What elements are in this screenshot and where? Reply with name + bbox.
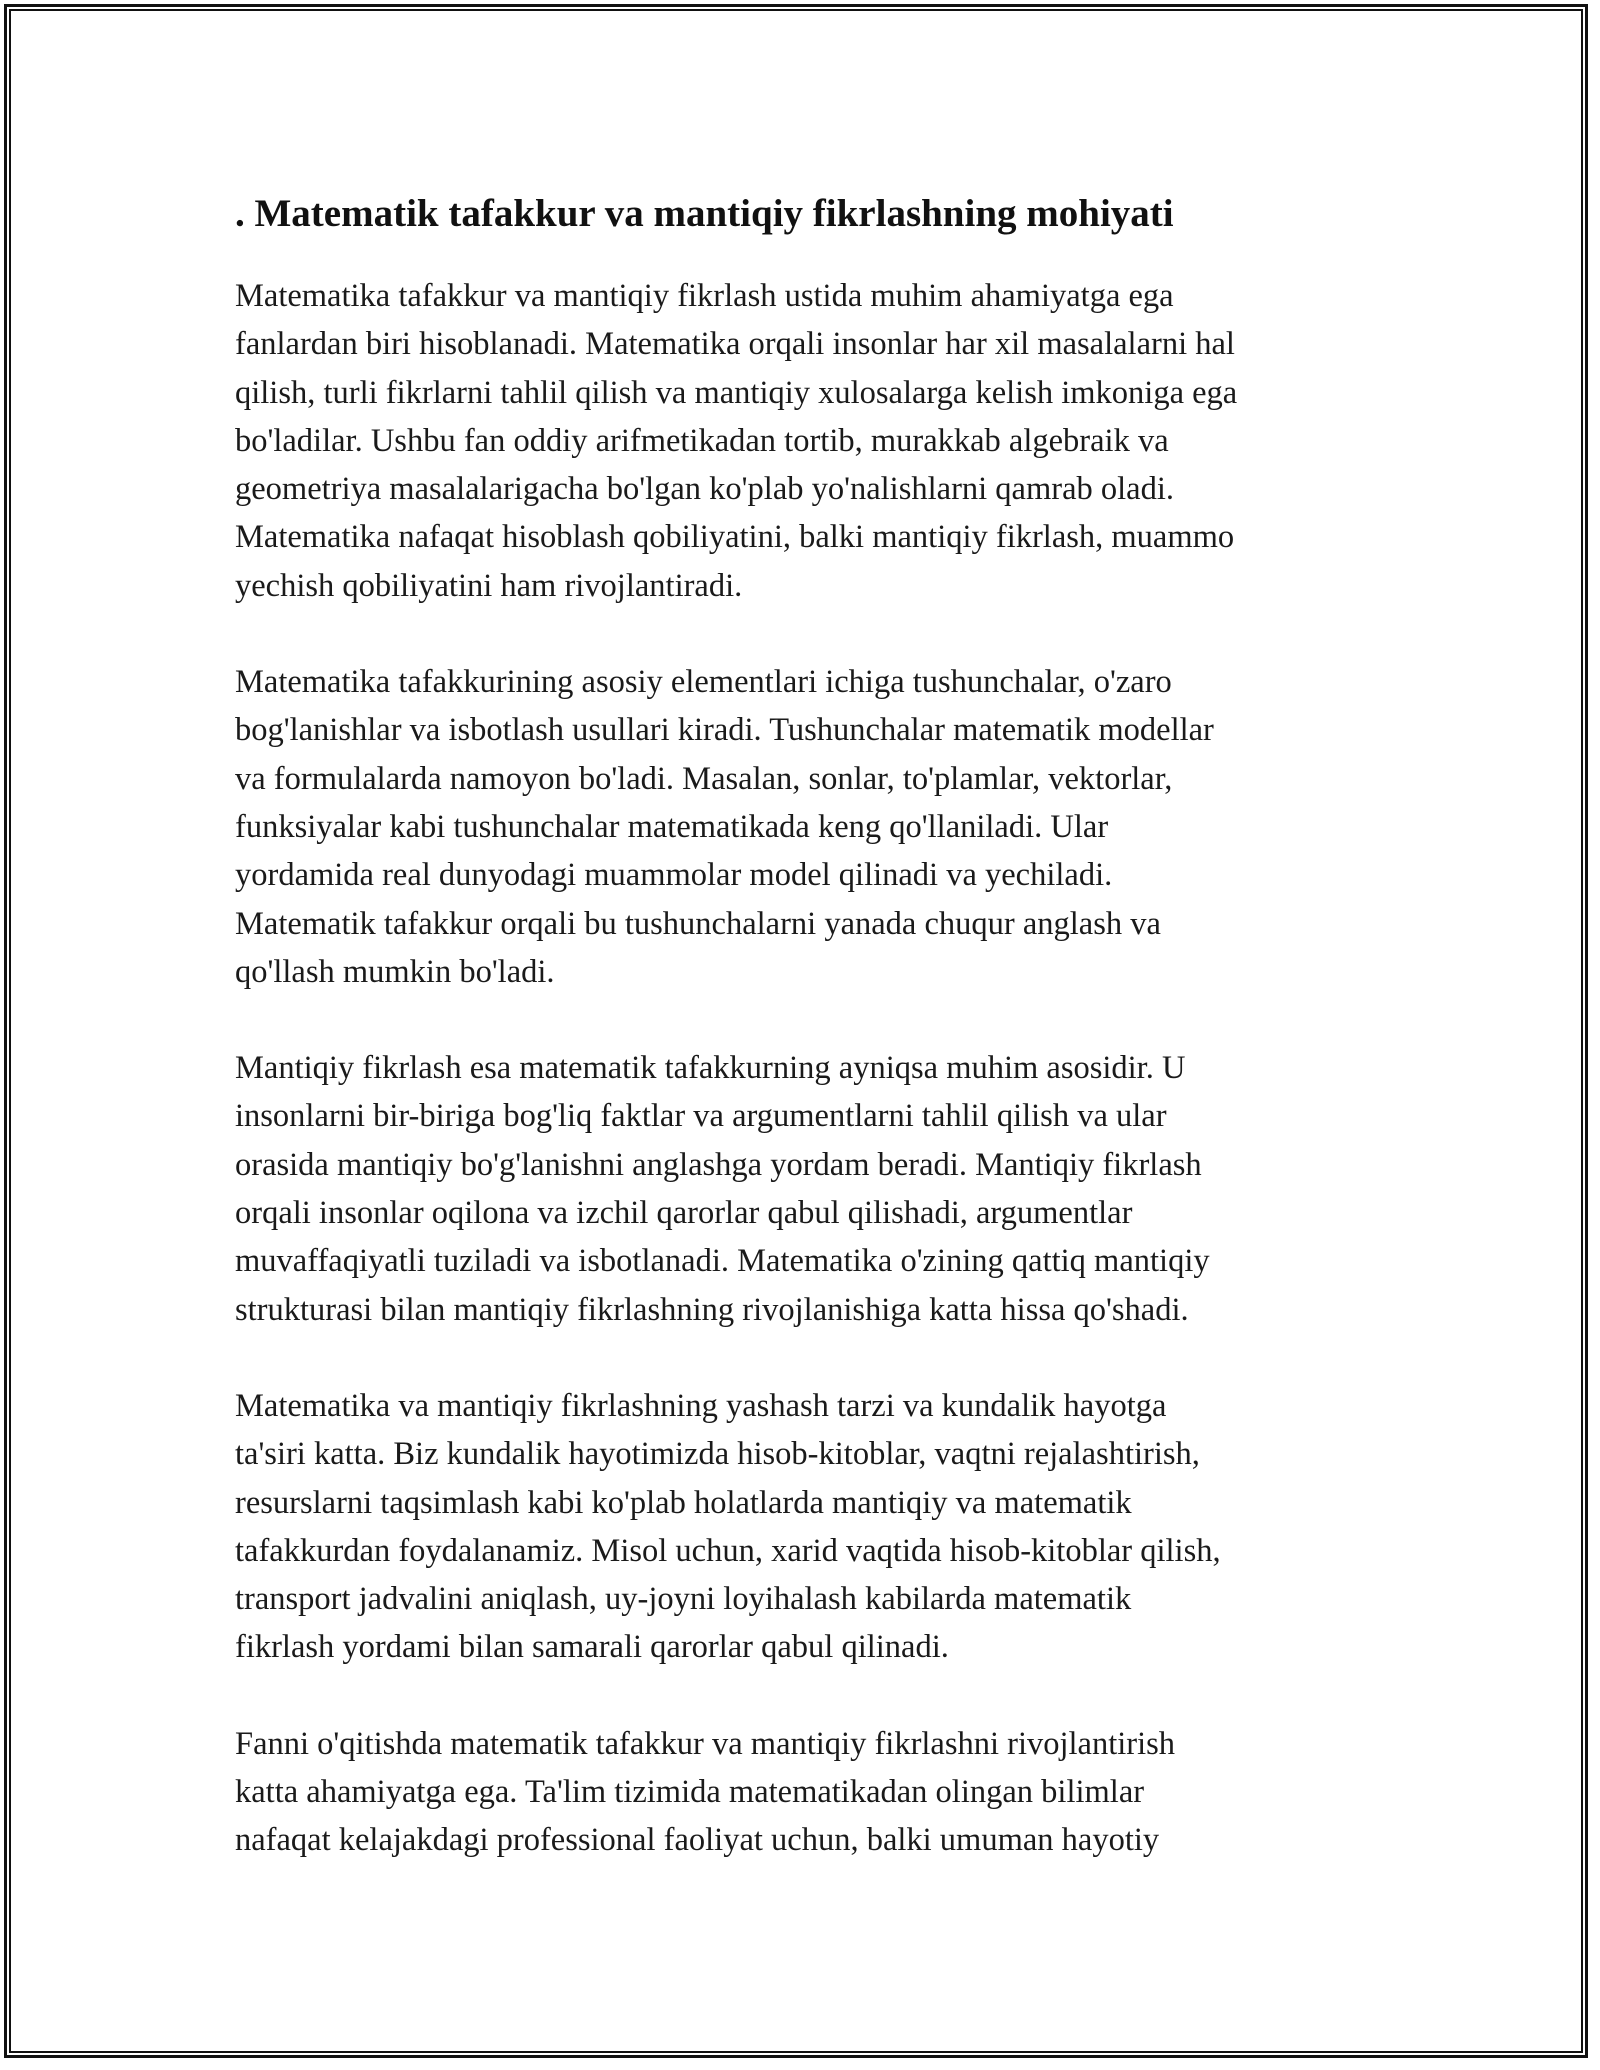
text-line: fanlardan biri hisoblanadi. Matematika orqali insonlar har xil masalalarni hal [235, 326, 1235, 363]
text-line: transport jadvalini aniqlash, uy-joyni loyihalash kabilarda matematik [235, 1581, 1132, 1618]
text-line: ta'siri katta. Biz kundalik hayotimizda hisob-kitoblar, vaqtni rejalashtirish, [235, 1436, 1200, 1473]
paragraph-3 [235, 1044, 1385, 1334]
text-line: Mantiqiy fikrlash esa matematik tafakkurning ayniqsa muhim asosidir. U [235, 1050, 1186, 1087]
paragraph-1 [235, 272, 1385, 610]
text-line: nafaqat kelajakdagi professional faoliyat uchun, balki umuman hayotiy [235, 1822, 1160, 1859]
text-line: bog'lanishlar va isbotlash usullari kiradi. Tushunchalar matematik modellar [235, 712, 1214, 749]
text-line: qo'llash mumkin bo'ladi. [235, 953, 555, 990]
text-line: Matematika nafaqat hisoblash qobiliyatini, balki mantiqiy fikrlash, muammo [235, 519, 1235, 556]
text-line: muvaffaqiyatli tuziladi va isbotlanadi. Matematika o'zining qattiq mantiqiy [235, 1243, 1210, 1280]
text-line: tafakkurdan foydalanamiz. Misol uchun, xarid vaqtida hisob-kitoblar qilish, [235, 1532, 1221, 1569]
text-line: orasida mantiqiy bo'g'lanishni anglashga yordam beradi. Mantiqiy fikrlash [235, 1146, 1202, 1183]
paragraph-4 [235, 1382, 1385, 1672]
text-line: Fanni o'qitishda matematik tafakkur va mantiqiy fikrlashni rivojlantirish [235, 1725, 1176, 1762]
text-line: Matematik tafakkur orqali bu tushunchalarni yanada chuqur anglash va [235, 905, 1161, 942]
text-line: strukturasi bilan mantiqiy fikrlashning rivojlanishiga katta hissa qo'shadi. [235, 1291, 1189, 1328]
text-line: va formulalarda namoyon bo'ladi. Masalan, sonlar, to'plamlar, vektorlar, [235, 760, 1173, 797]
text-line: Matematika tafakkur va mantiqiy fikrlash ustida muhim ahamiyatga ega [235, 278, 1174, 314]
paragraph-2 [235, 658, 1385, 996]
text-line: fikrlash yordami bilan samarali qarorlar qabul qilinadi. [235, 1629, 949, 1666]
document-body [235, 182, 1385, 1865]
text-line: Matematika va mantiqiy fikrlashning yashash tarzi va kundalik hayotga [235, 1387, 1167, 1424]
text-line: geometriya masalalarigacha bo'lgan ko'plab yo'nalishlarni qamrab oladi. [235, 471, 1174, 508]
text-line: yordamida real dunyodagi muammolar model qilinadi va yechiladi. [235, 857, 1113, 894]
text-line: bo'ladilar. Ushbu fan oddiy arifmetikadan tortib, murakkab algebraik va [235, 422, 1169, 459]
paragraph-5 [235, 1720, 1385, 1865]
text-line: katta ahamiyatga ega. Ta'lim tizimida matematikadan olingan bilimlar [235, 1774, 1145, 1811]
text-line: orqali insonlar oqilona va izchil qarorlar qabul qilishadi, argumentlar [235, 1195, 1133, 1232]
text-line: yechish qobiliyatini ham rivojlantiradi. [235, 567, 743, 604]
text-line: Matematika tafakkurining asosiy elementlari ichiga tushunchalar, o'zaro [235, 664, 1172, 701]
text-line: insonlarni bir-biriga bog'liq faktlar va argumentlarni tahlil qilish va ular [235, 1098, 1167, 1135]
text-line: resurslarni taqsimlash kabi ko'plab holatlarda mantiqiy va matematik [235, 1484, 1132, 1521]
text-line: qilish, turli fikrlarni tahlil qilish va mantiqiy xulosalarga kelish imkoniga ega [235, 374, 1238, 411]
text-line: funksiyalar kabi tushunchalar matematikada keng qo'llaniladi. Ular [235, 808, 1109, 845]
page-title: . Matematik tafakkur va mantiqiy fikrlashning mohiyati [235, 192, 1174, 235]
